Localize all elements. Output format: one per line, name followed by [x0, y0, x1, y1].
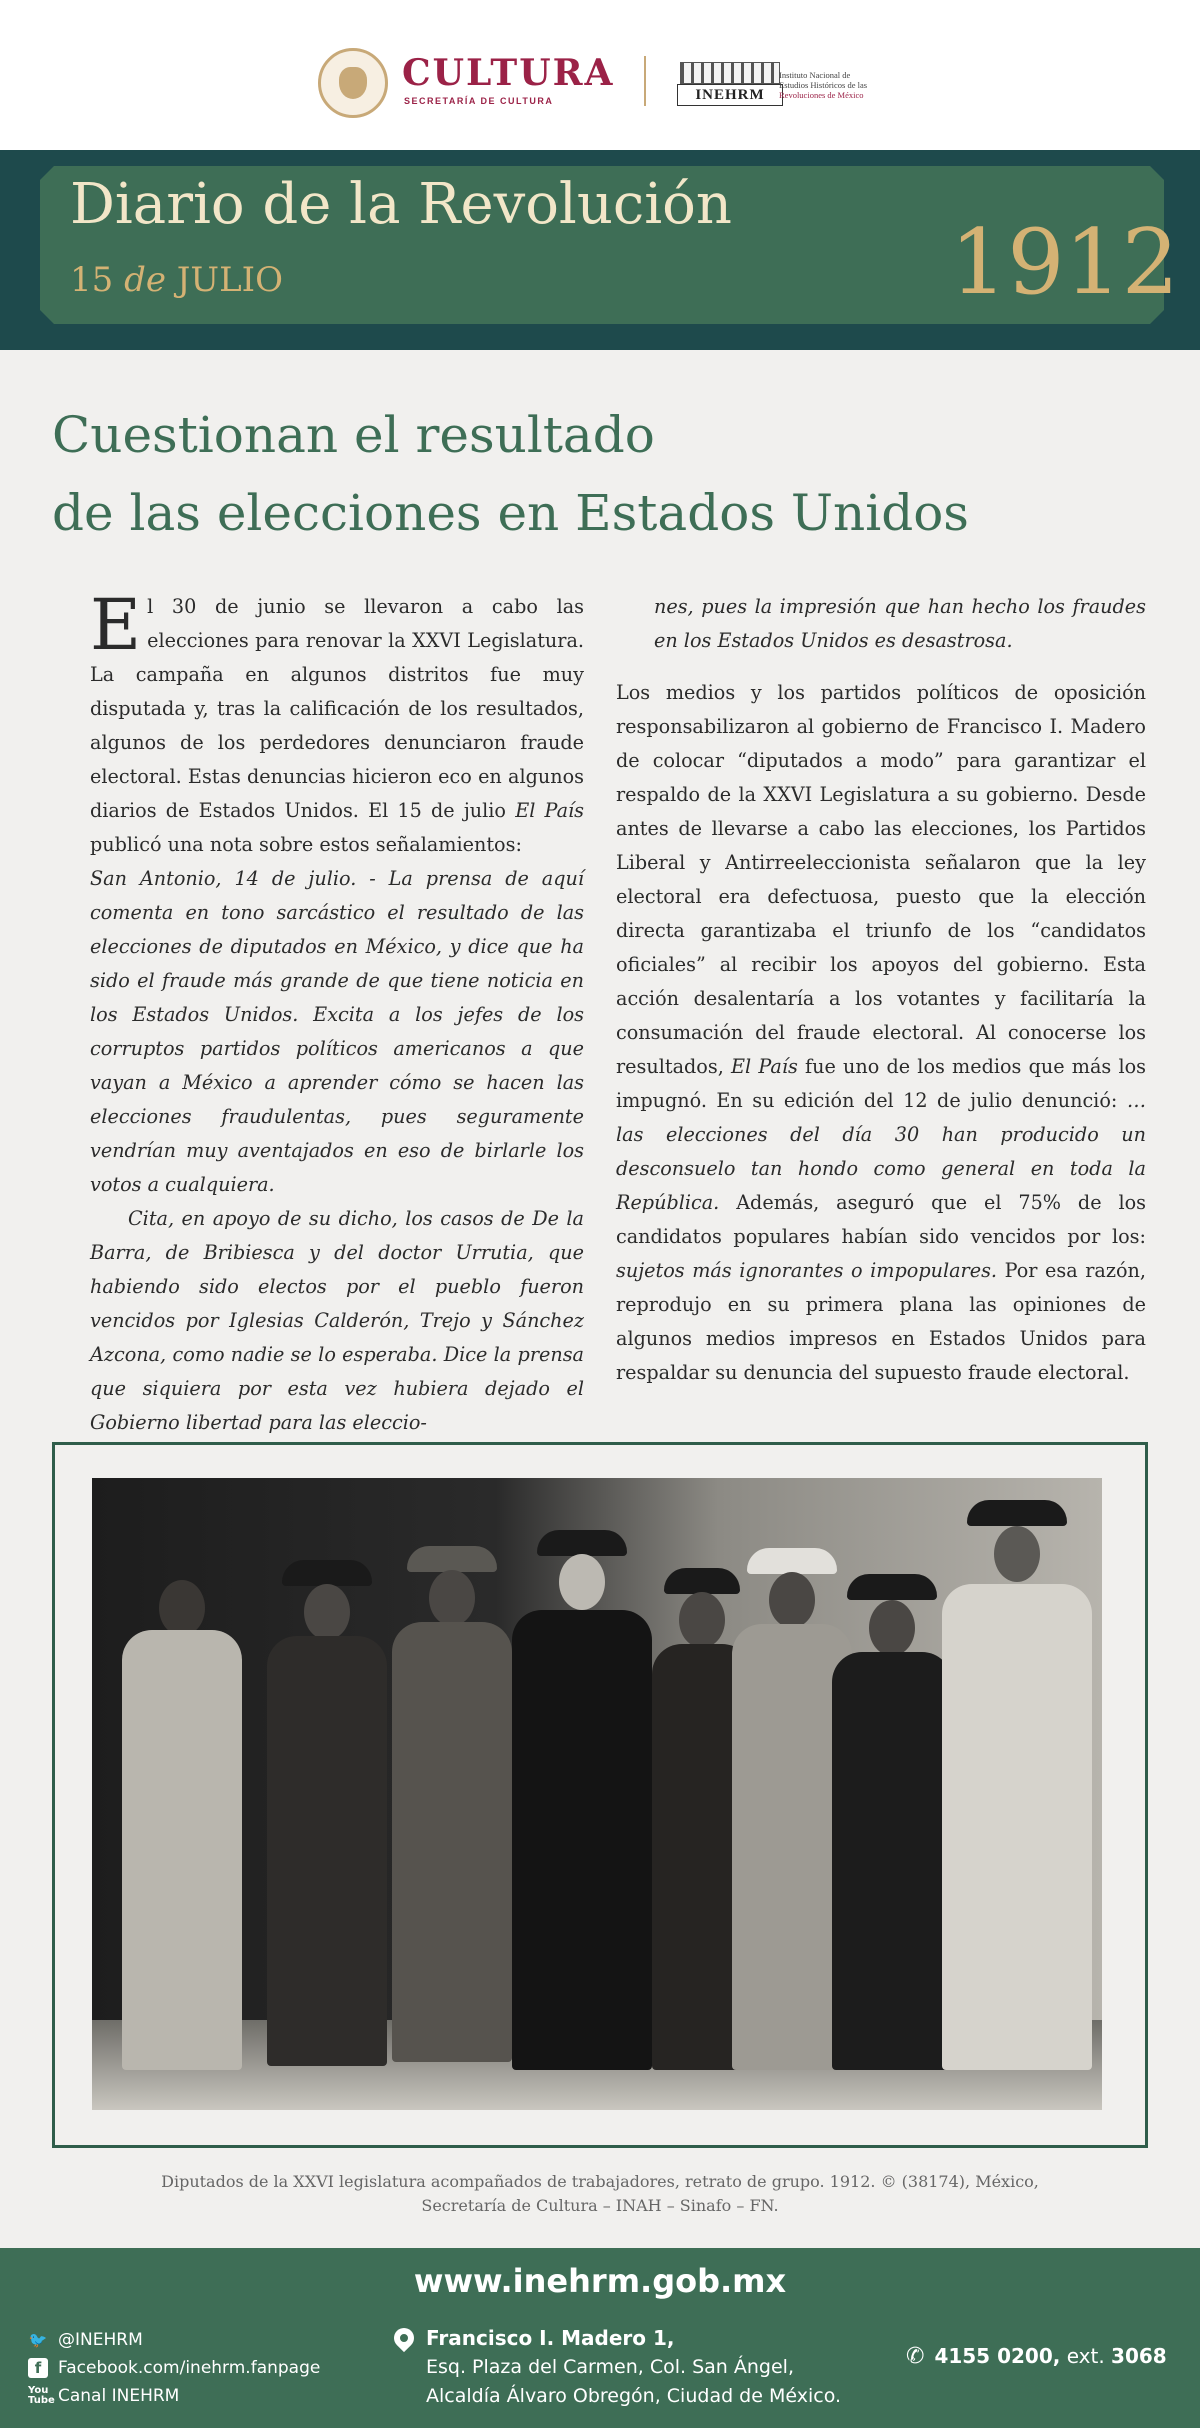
date-month: JULIO [176, 260, 283, 300]
photo-figure [267, 1540, 387, 2090]
inehrm-logo-text: INEHRM [677, 84, 783, 106]
issue-date [70, 260, 283, 300]
inehrm-full-name: Instituto Nacional de Estudios Históricos de las Revoluciones de México [779, 70, 868, 100]
address-line-2: Esq. Plaza del Carmen, Col. San Ángel, [426, 2356, 794, 2378]
article-column-left [90, 584, 584, 1440]
website-link[interactable]: www.inehrm.gob.mx [413, 2262, 787, 2300]
quote-paragraph-2-continued: nes, pues la impresión que han hecho los fraudes en los Estados Unidos es desastrosa. [654, 595, 1146, 652]
photo-figure [832, 1560, 952, 2090]
article-paragraph-1: El 30 de junio se llevaron a cabo las elecciones para renovar la XXVI Legislatura. La campaña en algunos distritos fue muy disputada y, tras la calificación de los resultados, algunos de los perdedores denunciaron fraude electoral. Estas denuncias hicieron eco en algunos diarios de Estados Unidos. El 15 de julio El País publicó una nota sobre estos señalamientos: [90, 584, 584, 856]
drop-cap: E [90, 584, 142, 666]
phone-number[interactable]: ✆ 4155 0200, ext. 3068 [906, 2344, 1167, 2369]
quote-paragraph-1: San Antonio, 14 de julio. - La prensa de aquí comenta en tono sarcástico el resultado de las elecciones de diputados en México, y dice que ha sido el fraude más grande de que tiene noticia en los Estados Unidos. Excita a los jefes de los corruptos partidos políticos americanos a que vayan a México a aprender cómo se hacen las elecciones fraudulentas, pues seguramente vendrían muy aventajados en eso de birlarle los votos a cualquiera. [90, 867, 584, 1196]
facebook-link[interactable]: f Facebook.com/inehrm.fanpage [28, 2354, 368, 2382]
logo-divider [644, 56, 646, 106]
youtube-icon: You Tube [28, 2385, 55, 2406]
twitter-link[interactable]: 🐦 @INEHRM [28, 2330, 143, 2350]
phone-icon: ✆ [906, 2344, 925, 2369]
photo-figure [512, 1520, 652, 2090]
headline-line-2: de las elecciones en Estados Unidos [52, 484, 969, 542]
address-street: Francisco I. Madero 1, [426, 2326, 675, 2350]
facebook-icon: f [28, 2358, 48, 2378]
article-headline [52, 396, 1152, 552]
twitter-icon: 🐦 [28, 2331, 48, 2349]
date-de: de [124, 260, 166, 300]
issue-year: 1912 [950, 210, 1180, 315]
article-paragraph-2: Los medios y los partidos políticos de oposición responsabilizaron al gobierno de Francisco I. Madero de colocar “diputados a modo” para garantizar el respaldo de la XXVI Legislatura a su gobierno. Desde antes de llevarse a cabo las elecciones, los Partidos Liberal y Antirreeleccionista señalaron que la ley electoral era defectuosa, puesto que la elección directa garantizaba el triunfo de los “candidatos oficiales” al recibir los apoyos del gobierno. Esta acción desalentaría a los votantes y facilitaría la consumación del fraude electoral. Al conocerse los resultados, El País fue uno de los medios que más los impugnó. En su edición del 12 de julio denunció: … las elecciones del día 30 han producido un desconsuelo tan hondo como general en toda la República. Además, aseguró que el 75% de los candidatos populares habían sido vencidos por los: sujetos más ignorantes o impopulares. Por esa razón, reprodujo en su primera plana las opiniones de algunos medios impresos en Estados Unidos para respaldar su denuncia del supuesto fraude electoral. [616, 681, 1146, 1384]
cultura-logo-text: CULTURA [402, 52, 615, 94]
social-links [28, 2326, 368, 2410]
mexico-seal-icon [318, 48, 388, 118]
headline-line-1: Cuestionan el resultado [52, 406, 655, 464]
group-portrait-photo [92, 1478, 1102, 2110]
page-title: Diario de la Revolución [70, 172, 732, 237]
photo-caption: Diputados de la XXVI legislatura acompañados de trabajadores, retrato de grupo. 1912. © (38174), México, Secretaría de Cultura – INAH – Sinafo – FN. [161, 2172, 1039, 2215]
photo-figure [122, 1530, 242, 2090]
photo-figure [392, 1530, 512, 2090]
cultura-subtitle: SECRETARÍA DE CULTURA [404, 96, 554, 106]
photo-figure [942, 1490, 1092, 2090]
quote-paragraph-2: Cita, en apoyo de su dicho, los casos de De la Barra, de Bribiesca y del doctor Urrutia, que habiendo sido electos por el pueblo fueron vencidos por Iglesias Calderón, Trejo y Sánchez Azcona, como nadie se lo esperaba. Dice la prensa que siquiera por esta vez hubiera dejado el Gobierno libertad para las eleccio- [90, 1207, 584, 1434]
youtube-link[interactable]: You Tube Canal INEHRM [28, 2385, 180, 2406]
inehrm-building-icon [680, 62, 780, 84]
article-column-right [616, 590, 1146, 1390]
date-day: 15 [70, 260, 114, 300]
address-line-3: Alcaldía Álvaro Obregón, Ciudad de México. [426, 2385, 842, 2407]
